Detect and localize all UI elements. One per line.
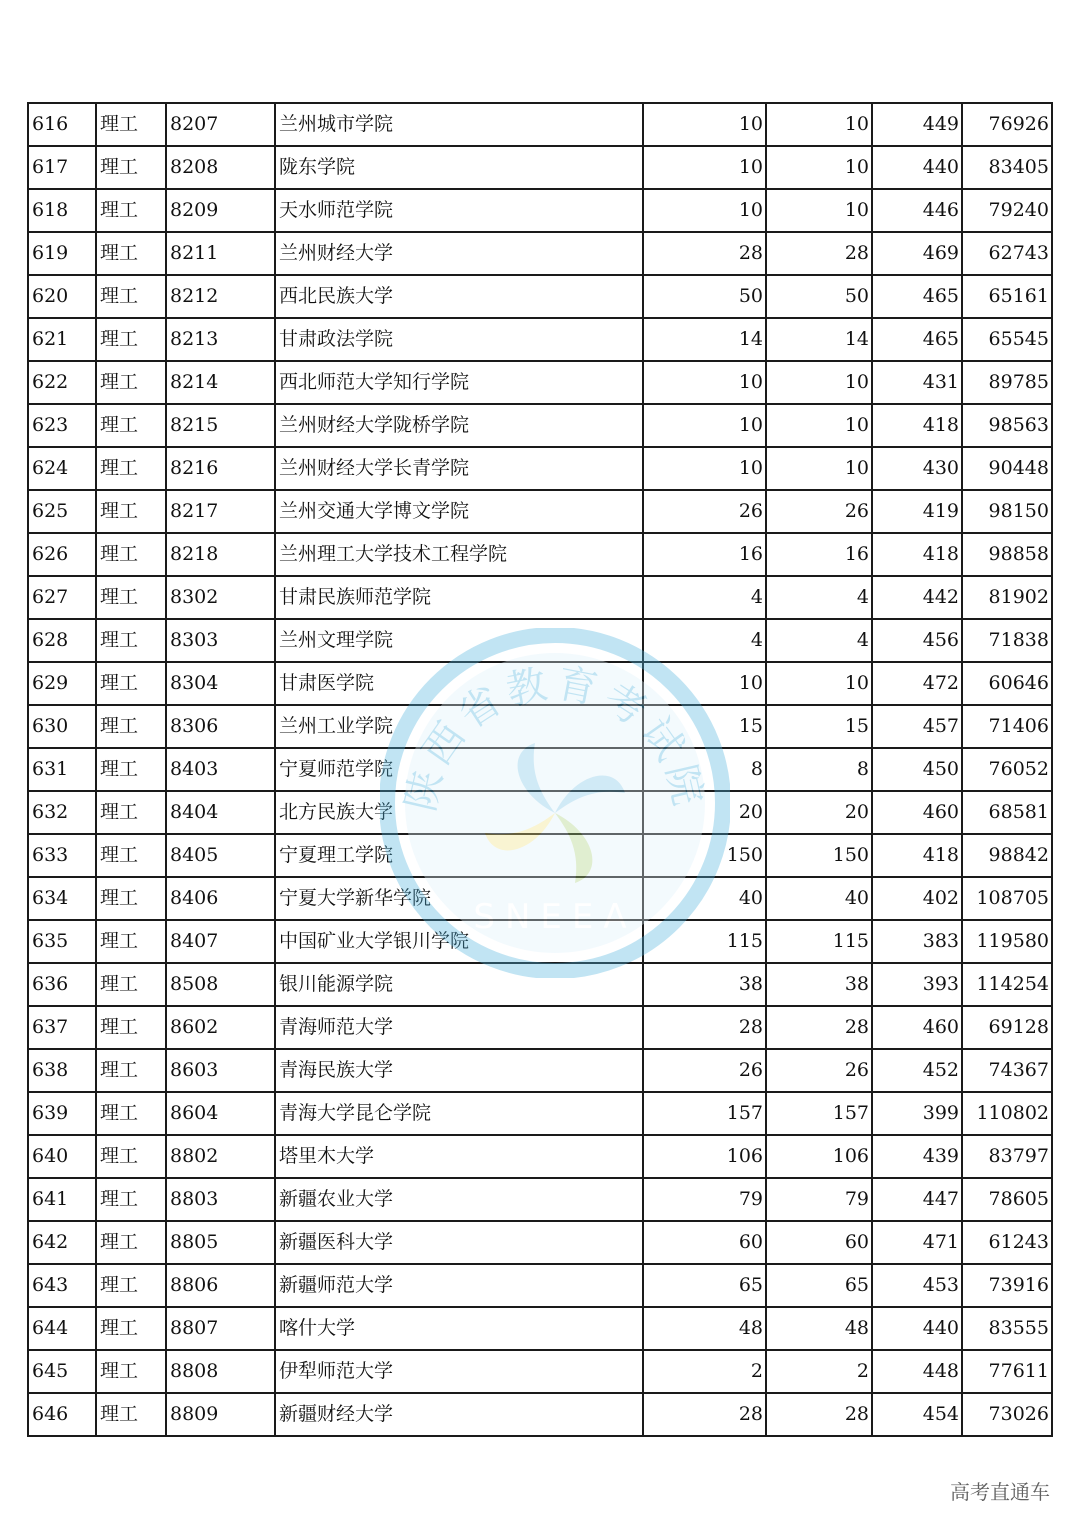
- admitted-count-cell: 10: [766, 404, 872, 447]
- category-cell: 理工: [96, 533, 166, 576]
- plan-count-cell: 50: [643, 275, 766, 318]
- min-rank-cell: 98150: [962, 490, 1052, 533]
- plan-count-cell: 106: [643, 1135, 766, 1178]
- plan-count-cell: 28: [643, 1006, 766, 1049]
- seal-bottom-text: SNEEA: [473, 897, 637, 937]
- table-row: [28, 1178, 1052, 1221]
- category-cell: 理工: [96, 404, 166, 447]
- min-score-cell: 450: [872, 748, 962, 791]
- school-name-cell: 青海大学昆仑学院: [275, 1092, 643, 1135]
- category-cell: 理工: [96, 1393, 166, 1436]
- admitted-count-cell: 4: [766, 619, 872, 662]
- min-score-cell: 452: [872, 1049, 962, 1092]
- seq-cell: 637: [28, 1006, 96, 1049]
- school-code-cell: 8802: [166, 1135, 275, 1178]
- school-code-cell: 8405: [166, 834, 275, 877]
- seq-cell: 621: [28, 318, 96, 361]
- seq-cell: 636: [28, 963, 96, 1006]
- school-code-cell: 8805: [166, 1221, 275, 1264]
- category-cell: 理工: [96, 146, 166, 189]
- school-name-cell: 伊犁师范大学: [275, 1350, 643, 1393]
- min-rank-cell: 77611: [962, 1350, 1052, 1393]
- seq-cell: 622: [28, 361, 96, 404]
- table-row: [28, 963, 1052, 1006]
- table-row: [28, 1264, 1052, 1307]
- school-code-cell: 8404: [166, 791, 275, 834]
- admission-table: [27, 102, 1053, 1437]
- seq-cell: 645: [28, 1350, 96, 1393]
- admitted-count-cell: 48: [766, 1307, 872, 1350]
- category-cell: 理工: [96, 662, 166, 705]
- table-row: [28, 662, 1052, 705]
- seq-cell: 638: [28, 1049, 96, 1092]
- table-row: [28, 705, 1052, 748]
- admitted-count-cell: 65: [766, 1264, 872, 1307]
- min-rank-cell: 83797: [962, 1135, 1052, 1178]
- min-rank-cell: 98563: [962, 404, 1052, 447]
- school-code-cell: 8218: [166, 533, 275, 576]
- seq-cell: 631: [28, 748, 96, 791]
- table-row: [28, 490, 1052, 533]
- plan-count-cell: 48: [643, 1307, 766, 1350]
- school-name-cell: 兰州财经大学陇桥学院: [275, 404, 643, 447]
- admitted-count-cell: 150: [766, 834, 872, 877]
- school-name-cell: 宁夏理工学院: [275, 834, 643, 877]
- min-rank-cell: 65545: [962, 318, 1052, 361]
- plan-count-cell: 60: [643, 1221, 766, 1264]
- admitted-count-cell: 38: [766, 963, 872, 1006]
- school-code-cell: 8603: [166, 1049, 275, 1092]
- admitted-count-cell: 4: [766, 576, 872, 619]
- footer-brand-watermark: 高考直通车: [950, 1476, 1050, 1505]
- plan-count-cell: 10: [643, 447, 766, 490]
- category-cell: 理工: [96, 189, 166, 232]
- min-rank-cell: 79240: [962, 189, 1052, 232]
- min-rank-cell: 74367: [962, 1049, 1052, 1092]
- min-score-cell: 460: [872, 1006, 962, 1049]
- seq-cell: 643: [28, 1264, 96, 1307]
- plan-count-cell: 10: [643, 662, 766, 705]
- table-row: [28, 1092, 1052, 1135]
- school-code-cell: 8807: [166, 1307, 275, 1350]
- min-score-cell: 453: [872, 1264, 962, 1307]
- min-score-cell: 418: [872, 834, 962, 877]
- min-rank-cell: 119580: [962, 920, 1052, 963]
- admitted-count-cell: 26: [766, 1049, 872, 1092]
- category-cell: 理工: [96, 275, 166, 318]
- category-cell: 理工: [96, 1264, 166, 1307]
- seq-cell: 632: [28, 791, 96, 834]
- min-rank-cell: 71838: [962, 619, 1052, 662]
- seq-cell: 635: [28, 920, 96, 963]
- school-code-cell: 8213: [166, 318, 275, 361]
- table-row: [28, 748, 1052, 791]
- plan-count-cell: 26: [643, 490, 766, 533]
- min-rank-cell: 61243: [962, 1221, 1052, 1264]
- category-cell: 理工: [96, 232, 166, 275]
- min-score-cell: 456: [872, 619, 962, 662]
- school-code-cell: 8306: [166, 705, 275, 748]
- min-score-cell: 440: [872, 146, 962, 189]
- table-row: [28, 1049, 1052, 1092]
- min-score-cell: 418: [872, 404, 962, 447]
- admitted-count-cell: 2: [766, 1350, 872, 1393]
- school-name-cell: 兰州工业学院: [275, 705, 643, 748]
- min-score-cell: 465: [872, 275, 962, 318]
- min-rank-cell: 110802: [962, 1092, 1052, 1135]
- plan-count-cell: 8: [643, 748, 766, 791]
- min-score-cell: 447: [872, 1178, 962, 1221]
- category-cell: 理工: [96, 963, 166, 1006]
- seq-cell: 625: [28, 490, 96, 533]
- min-rank-cell: 83555: [962, 1307, 1052, 1350]
- table-row: [28, 834, 1052, 877]
- school-name-cell: 兰州文理学院: [275, 619, 643, 662]
- plan-count-cell: 40: [643, 877, 766, 920]
- school-code-cell: 8217: [166, 490, 275, 533]
- seq-cell: 628: [28, 619, 96, 662]
- min-score-cell: 439: [872, 1135, 962, 1178]
- admitted-count-cell: 15: [766, 705, 872, 748]
- school-code-cell: 8214: [166, 361, 275, 404]
- min-score-cell: 446: [872, 189, 962, 232]
- min-rank-cell: 65161: [962, 275, 1052, 318]
- seq-cell: 634: [28, 877, 96, 920]
- category-cell: 理工: [96, 1350, 166, 1393]
- table-row: [28, 1006, 1052, 1049]
- category-cell: 理工: [96, 1049, 166, 1092]
- admitted-count-cell: 115: [766, 920, 872, 963]
- min-score-cell: 402: [872, 877, 962, 920]
- min-score-cell: 460: [872, 791, 962, 834]
- school-code-cell: 8211: [166, 232, 275, 275]
- category-cell: 理工: [96, 1092, 166, 1135]
- school-name-cell: 喀什大学: [275, 1307, 643, 1350]
- admitted-count-cell: 20: [766, 791, 872, 834]
- category-cell: 理工: [96, 705, 166, 748]
- school-name-cell: 青海民族大学: [275, 1049, 643, 1092]
- plan-count-cell: 65: [643, 1264, 766, 1307]
- seq-cell: 633: [28, 834, 96, 877]
- seal-arc-text: 陕西省教育考试院: [397, 660, 713, 816]
- table-row: [28, 1350, 1052, 1393]
- table-row: [28, 275, 1052, 318]
- school-name-cell: 甘肃民族师范学院: [275, 576, 643, 619]
- school-name-cell: 甘肃政法学院: [275, 318, 643, 361]
- table-row: [28, 533, 1052, 576]
- school-code-cell: 8209: [166, 189, 275, 232]
- school-code-cell: 8208: [166, 146, 275, 189]
- admitted-count-cell: 28: [766, 1006, 872, 1049]
- category-cell: 理工: [96, 576, 166, 619]
- seq-cell: 623: [28, 404, 96, 447]
- category-cell: 理工: [96, 1006, 166, 1049]
- admitted-count-cell: 26: [766, 490, 872, 533]
- admitted-count-cell: 16: [766, 533, 872, 576]
- plan-count-cell: 10: [643, 103, 766, 146]
- table-row: [28, 318, 1052, 361]
- admitted-count-cell: 79: [766, 1178, 872, 1221]
- seq-cell: 616: [28, 103, 96, 146]
- plan-count-cell: 16: [643, 533, 766, 576]
- seq-cell: 620: [28, 275, 96, 318]
- plan-count-cell: 10: [643, 404, 766, 447]
- category-cell: 理工: [96, 791, 166, 834]
- school-name-cell: 西北师范大学知行学院: [275, 361, 643, 404]
- school-name-cell: 兰州城市学院: [275, 103, 643, 146]
- min-rank-cell: 73916: [962, 1264, 1052, 1307]
- admitted-count-cell: 8: [766, 748, 872, 791]
- min-rank-cell: 114254: [962, 963, 1052, 1006]
- plan-count-cell: 15: [643, 705, 766, 748]
- min-rank-cell: 81902: [962, 576, 1052, 619]
- school-name-cell: 银川能源学院: [275, 963, 643, 1006]
- admitted-count-cell: 157: [766, 1092, 872, 1135]
- min-score-cell: 431: [872, 361, 962, 404]
- table-row: [28, 404, 1052, 447]
- min-rank-cell: 71406: [962, 705, 1052, 748]
- table-row: [28, 1307, 1052, 1350]
- school-name-cell: 甘肃医学院: [275, 662, 643, 705]
- seq-cell: 618: [28, 189, 96, 232]
- min-rank-cell: 78605: [962, 1178, 1052, 1221]
- table-row: [28, 1221, 1052, 1264]
- min-score-cell: 393: [872, 963, 962, 1006]
- plan-count-cell: 28: [643, 232, 766, 275]
- table-row: [28, 447, 1052, 490]
- min-score-cell: 449: [872, 103, 962, 146]
- min-rank-cell: 98842: [962, 834, 1052, 877]
- seq-cell: 630: [28, 705, 96, 748]
- plan-count-cell: 38: [643, 963, 766, 1006]
- plan-count-cell: 4: [643, 619, 766, 662]
- plan-count-cell: 115: [643, 920, 766, 963]
- plan-count-cell: 10: [643, 189, 766, 232]
- seq-cell: 617: [28, 146, 96, 189]
- school-name-cell: 北方民族大学: [275, 791, 643, 834]
- seq-cell: 619: [28, 232, 96, 275]
- school-code-cell: 8304: [166, 662, 275, 705]
- min-rank-cell: 68581: [962, 791, 1052, 834]
- plan-count-cell: 79: [643, 1178, 766, 1221]
- school-name-cell: 新疆医科大学: [275, 1221, 643, 1264]
- table-body: [28, 103, 1052, 1436]
- min-rank-cell: 83405: [962, 146, 1052, 189]
- category-cell: 理工: [96, 920, 166, 963]
- min-score-cell: 469: [872, 232, 962, 275]
- table-row: [28, 103, 1052, 146]
- school-code-cell: 8803: [166, 1178, 275, 1221]
- category-cell: 理工: [96, 1307, 166, 1350]
- min-rank-cell: 73026: [962, 1393, 1052, 1436]
- min-rank-cell: 76052: [962, 748, 1052, 791]
- school-code-cell: 8212: [166, 275, 275, 318]
- school-name-cell: 兰州财经大学长青学院: [275, 447, 643, 490]
- category-cell: 理工: [96, 877, 166, 920]
- min-score-cell: 465: [872, 318, 962, 361]
- table-row: [28, 146, 1052, 189]
- school-name-cell: 塔里木大学: [275, 1135, 643, 1178]
- min-score-cell: 419: [872, 490, 962, 533]
- category-cell: 理工: [96, 447, 166, 490]
- plan-count-cell: 10: [643, 361, 766, 404]
- min-rank-cell: 60646: [962, 662, 1052, 705]
- min-score-cell: 418: [872, 533, 962, 576]
- school-name-cell: 宁夏师范学院: [275, 748, 643, 791]
- category-cell: 理工: [96, 103, 166, 146]
- min-rank-cell: 62743: [962, 232, 1052, 275]
- table-row: [28, 920, 1052, 963]
- admitted-count-cell: 14: [766, 318, 872, 361]
- table-row: [28, 791, 1052, 834]
- category-cell: 理工: [96, 361, 166, 404]
- min-rank-cell: 76926: [962, 103, 1052, 146]
- school-code-cell: 8508: [166, 963, 275, 1006]
- seq-cell: 639: [28, 1092, 96, 1135]
- seq-cell: 627: [28, 576, 96, 619]
- category-cell: 理工: [96, 1221, 166, 1264]
- min-score-cell: 399: [872, 1092, 962, 1135]
- min-score-cell: 383: [872, 920, 962, 963]
- table-row: [28, 1135, 1052, 1178]
- seq-cell: 629: [28, 662, 96, 705]
- school-code-cell: 8403: [166, 748, 275, 791]
- plan-count-cell: 150: [643, 834, 766, 877]
- school-code-cell: 8215: [166, 404, 275, 447]
- school-code-cell: 8303: [166, 619, 275, 662]
- table-row: [28, 1393, 1052, 1436]
- min-score-cell: 454: [872, 1393, 962, 1436]
- min-score-cell: 440: [872, 1307, 962, 1350]
- min-score-cell: 472: [872, 662, 962, 705]
- school-name-cell: 兰州理工大学技术工程学院: [275, 533, 643, 576]
- min-score-cell: 448: [872, 1350, 962, 1393]
- school-code-cell: 8407: [166, 920, 275, 963]
- plan-count-cell: 28: [643, 1393, 766, 1436]
- school-code-cell: 8602: [166, 1006, 275, 1049]
- school-code-cell: 8806: [166, 1264, 275, 1307]
- school-name-cell: 宁夏大学新华学院: [275, 877, 643, 920]
- table-row: [28, 877, 1052, 920]
- min-rank-cell: 98858: [962, 533, 1052, 576]
- min-score-cell: 471: [872, 1221, 962, 1264]
- table-row: [28, 619, 1052, 662]
- plan-count-cell: 14: [643, 318, 766, 361]
- school-name-cell: 青海师范大学: [275, 1006, 643, 1049]
- admitted-count-cell: 50: [766, 275, 872, 318]
- min-rank-cell: 69128: [962, 1006, 1052, 1049]
- school-name-cell: 新疆财经大学: [275, 1393, 643, 1436]
- school-name-cell: 新疆农业大学: [275, 1178, 643, 1221]
- seq-cell: 626: [28, 533, 96, 576]
- school-code-cell: 8604: [166, 1092, 275, 1135]
- category-cell: 理工: [96, 1135, 166, 1178]
- min-rank-cell: 89785: [962, 361, 1052, 404]
- min-rank-cell: 90448: [962, 447, 1052, 490]
- school-name-cell: 中国矿业大学银川学院: [275, 920, 643, 963]
- plan-count-cell: 4: [643, 576, 766, 619]
- school-code-cell: 8808: [166, 1350, 275, 1393]
- category-cell: 理工: [96, 748, 166, 791]
- admitted-count-cell: 10: [766, 103, 872, 146]
- category-cell: 理工: [96, 490, 166, 533]
- admitted-count-cell: 40: [766, 877, 872, 920]
- school-name-cell: 兰州财经大学: [275, 232, 643, 275]
- admitted-count-cell: 28: [766, 1393, 872, 1436]
- school-code-cell: 8302: [166, 576, 275, 619]
- table-row: [28, 232, 1052, 275]
- category-cell: 理工: [96, 318, 166, 361]
- admitted-count-cell: 28: [766, 232, 872, 275]
- min-score-cell: 430: [872, 447, 962, 490]
- plan-count-cell: 157: [643, 1092, 766, 1135]
- school-name-cell: 西北民族大学: [275, 275, 643, 318]
- school-code-cell: 8406: [166, 877, 275, 920]
- seq-cell: 642: [28, 1221, 96, 1264]
- min-score-cell: 457: [872, 705, 962, 748]
- admitted-count-cell: 10: [766, 361, 872, 404]
- plan-count-cell: 10: [643, 146, 766, 189]
- admitted-count-cell: 10: [766, 189, 872, 232]
- admitted-count-cell: 10: [766, 146, 872, 189]
- admitted-count-cell: 10: [766, 447, 872, 490]
- admitted-count-cell: 60: [766, 1221, 872, 1264]
- school-code-cell: 8216: [166, 447, 275, 490]
- table-row: [28, 576, 1052, 619]
- table-row: [28, 189, 1052, 232]
- school-code-cell: 8809: [166, 1393, 275, 1436]
- seq-cell: 624: [28, 447, 96, 490]
- category-cell: 理工: [96, 619, 166, 662]
- seq-cell: 641: [28, 1178, 96, 1221]
- min-score-cell: 442: [872, 576, 962, 619]
- school-code-cell: 8207: [166, 103, 275, 146]
- admitted-count-cell: 10: [766, 662, 872, 705]
- admitted-count-cell: 106: [766, 1135, 872, 1178]
- min-rank-cell: 108705: [962, 877, 1052, 920]
- seq-cell: 640: [28, 1135, 96, 1178]
- category-cell: 理工: [96, 1178, 166, 1221]
- plan-count-cell: 20: [643, 791, 766, 834]
- plan-count-cell: 2: [643, 1350, 766, 1393]
- school-name-cell: 陇东学院: [275, 146, 643, 189]
- plan-count-cell: 26: [643, 1049, 766, 1092]
- seq-cell: 646: [28, 1393, 96, 1436]
- table-row: [28, 361, 1052, 404]
- school-name-cell: 新疆师范大学: [275, 1264, 643, 1307]
- category-cell: 理工: [96, 834, 166, 877]
- school-name-cell: 兰州交通大学博文学院: [275, 490, 643, 533]
- school-name-cell: 天水师范学院: [275, 189, 643, 232]
- seq-cell: 644: [28, 1307, 96, 1350]
